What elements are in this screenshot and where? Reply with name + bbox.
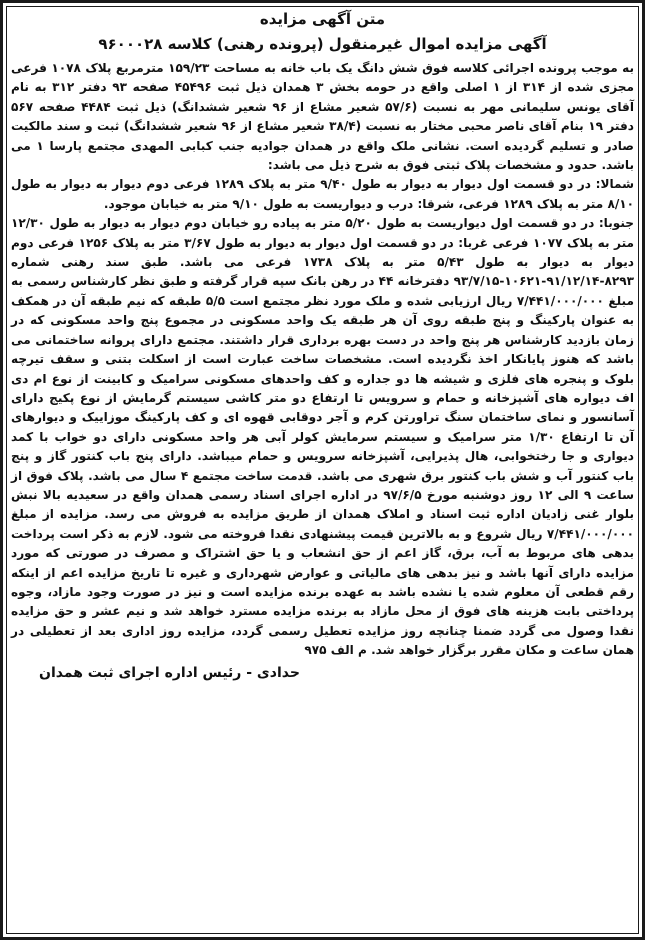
notice-signature: حدادی - رئیس اداره اجرای ثبت همدان [39,664,300,681]
notice-paragraph-property: به موجب پرونده اجرائی کلاسه فوق شش دانگ یک باب خانه به مساحت ۱۵۹/۲۳ مترمربع پلاک ۱۰۷۸ فرعی مجزی شده از ۳۱۴ از ۱ اصلی واقع در حومه بخش ۳ همدان ذیل ثبت ۴۵۴۹۶ صفحه ۹۳ دفتر ۳۱۲ به نام آقای یونس سلیمانی مهر به نسبت (۵۷/۶ شعیر مشاع از ۹۶ شعیر ششدانگ) ذیل ثبت ۴۴۸۴ صفحه ۵۶۷ دفتر ۱۹ بنام آقای ناصر محبی مختار به نسبت (۳۸/۴ شعیر مشاع از ۹۶ شعیر ششدانگ) ثبت و سند مالکیت صادر و تسلیم گردیده است. نشانی ملک واقع در همدان جوادیه جنب کبابی المهدی مجتمع پارسا ۱ می باشد. حدود و مشخصات پلاک ثبتی فوق به شرح ذیل می باشد: [11,61,635,173]
notice-body [11,59,634,661]
notice-title: متن آگهی مزایده [259,10,386,28]
notice-subtitle: آگهی مزایده اموال غیرمنقول (پرونده رهنی) کلاسه ۹۶۰۰۰۲۸ [98,35,547,53]
notice-paragraph-south-west-terms: جنوبا: در دو قسمت اول دیواریست به طول ۵/۲۰ متر به پیاده رو خیابان دوم دیوار به دیوار به طول ۱۲/۳۰ متر به پلاک ۱۰۷۷ فرعی غربا: در دو قسمت اول دیوار به دیوار به طول ۳/۶۷ متر به پلاک ۱۲۵۶ فرعی دوم دیوار به دیوار به طول ۵/۴۳ متر به پلاک ۱۷۳۸ فرعی می باشد. طبق سند رهنی شماره ۸۲۹۳-۹۱/۱۲/۱۴-۱۰۶۲۱-۹۳/۷/۱۵ دفترخانه ۴۴ در رهن بانک سپه قرار گرفته و طبق نظر کارشناس رسمی به مبلغ ۷/۴۴۱/۰۰۰/۰۰۰ ریال ارزیابی شده و ملک مورد نظر مجتمع است ۵/۵ طبقه که نیم طبقه آن در همکف به عنوان پارکینگ و پنج طبقه روی آن هر طبقه یک واحد مسکونی در مجموع پنج واحد مسکونی که در زمان بازدید کارشناس هر پنج واحد در دست بهره برداری قرار داشتند. مجتمع دارای پروانه ساختمانی می باشد که هنوز پایانکار اخذ نگردیده است. مشخصات ساخت عبارت است از اسکلت بتنی و سقف تیرچه بلوک و پنجره های فلزی و شیشه ها دو جداره و کف واحدهای مسکونی سرامیک و کابینت از نوع ام دی اف دیواره های آشپزخانه و حمام و سرویس تا ارتفاع دو متر کاشی سیستم گرمایش از نوع پکیج دارای آسانسور و نمای ساختمان سنگ تراورتن کرم و آجر دوقابی قهوه ای و کف پارکینگ موزاییک و دیوارهای آن تا ارتفاع ۱/۳۰ متر سرامیک و سیستم سرمایش کولر آبی هر واحد مسکونی دارای دو خواب با کمد دیواری و جا رختخوابی، هال پذیرایی، آشپزخانه سرویس و حمام میباشد. دارای پنج باب کنتور گاز و پنج باب کنتور آب و شش باب کنتور برق شهری می باشد. قدمت ساخت مجتمع ۴ سال می باشد. پلاک فوق از ساعت ۹ الی ۱۲ روز دوشنبه مورخ ۹۷/۶/۵ در اداره اجرای اسناد رسمی همدان واقع در سعیدیه بالا نبش بلوار غنی زادیان اداره ثبت اسناد و املاک همدان از طریق مزایده به فروش می رسد. مزایده از مبلغ ۷/۴۴۱/۰۰۰/۰۰۰ ریال شروع و به بالاترین قیمت پیشنهادی نقدا فروخته می شود. لازم به ذکر است پرداخت بدهی های مربوط به آب، برق، گاز اعم از حق انشعاب و یا حق اشتراک و مصرف در صورتی که مورد مزایده دارای آنها باشد و نیز بدهی های مالیاتی و عوارض شهرداری و غیره تا تاریخ مزایده اعم از اینکه رقم قطعی آن معلوم شده یا نشده باشد به عهده برنده مزایده است و نیز در صورت وجود مازاد، وجوه پرداختی بابت هزینه های فوق از محل مازاد به برنده مزایده مسترد خواهد شد و نیم عشر و حق مزایده نقدا وصول می گردد ضمنا چنانچه روز مزایده تعطیل رسمی گردد، مزایده روز اداری بعد از تعطیلی در همان ساعت و مکان مقرر برگزار خواهد شد. م الف ۹۷۵ [11,216,634,658]
notice-paragraph-north-east: شمالا: در دو قسمت اول دیوار به دیوار به طول ۹/۴۰ متر به پلاک ۱۲۸۹ فرعی دوم دیوار به دیوار به طول ۸/۱۰ متر به پلاک ۱۲۸۹ فرعی، شرقا: درب و دیواریست به طول ۹/۱۰ متر به خیابان موجود. [11,177,635,211]
